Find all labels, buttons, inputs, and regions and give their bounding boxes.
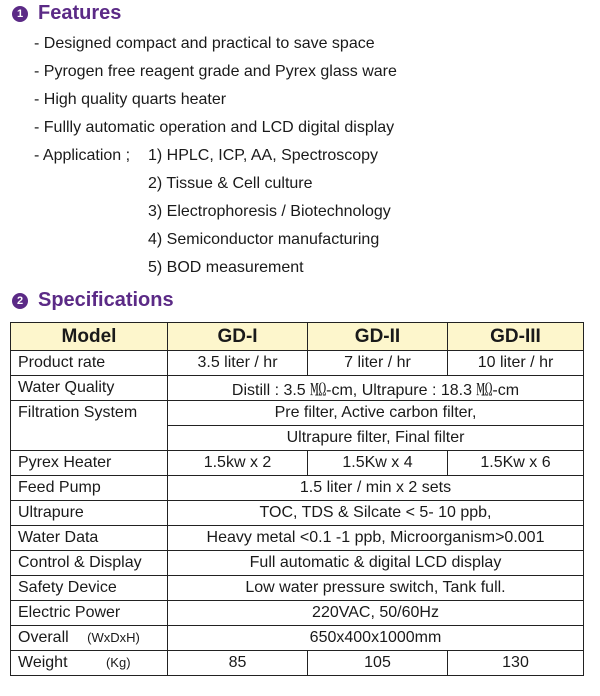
cell-value: 85 xyxy=(168,651,308,676)
row-label-text: Overall xyxy=(18,629,69,646)
row-label: Ultrapure xyxy=(11,501,168,526)
row-label-text: Weight xyxy=(18,654,68,671)
cell-value: Heavy metal <0.1 -1 ppb, Microorganism>0.001 xyxy=(168,526,584,551)
header-model: Model xyxy=(11,323,168,351)
feature-item: - Fullly automatic operation and LCD digital display xyxy=(34,119,395,136)
table-row xyxy=(11,651,584,676)
cell-value: Distill : 3.5 ㏁-cm, Ultrapure : 18.3 ㏁-cm xyxy=(168,376,584,401)
table-row xyxy=(11,551,584,576)
features-title: Features xyxy=(38,2,122,24)
specifications-heading xyxy=(12,289,174,312)
row-label: Control & Display xyxy=(11,551,168,576)
row-label xyxy=(11,651,168,676)
cell-value: 7 liter / hr xyxy=(308,351,448,376)
cell-value: 10 liter / hr xyxy=(448,351,584,376)
cell-value: Pre filter, Active carbon filter, xyxy=(168,401,584,426)
cell-value: 3.5 liter / hr xyxy=(168,351,308,376)
application-item: 1) HPLC, ICP, AA, Spectroscopy xyxy=(148,147,379,164)
application-item: 3) Electrophoresis / Biotechnology xyxy=(148,203,391,220)
specifications-table xyxy=(10,322,584,676)
table-header-row xyxy=(11,323,584,351)
cell-value: 1.5kw x 2 xyxy=(168,451,308,476)
table-row xyxy=(11,501,584,526)
table-row xyxy=(11,601,584,626)
application-list xyxy=(148,142,391,282)
feature-item: - Designed compact and practical to save space xyxy=(34,35,375,52)
row-label: Filtration System xyxy=(11,401,168,451)
cell-value: Ultrapure filter, Final filter xyxy=(168,426,584,451)
row-label xyxy=(11,626,168,651)
section-number-1: 1 xyxy=(12,6,28,22)
application-block xyxy=(34,142,397,282)
row-label: Water Data xyxy=(11,526,168,551)
specifications-title: Specifications xyxy=(38,289,174,311)
table-row xyxy=(11,451,584,476)
row-label: Electric Power xyxy=(11,601,168,626)
table-row xyxy=(11,526,584,551)
feature-item: - Pyrogen free reagent grade and Pyrex glass ware xyxy=(34,63,397,80)
cell-value: 220VAC, 50/60Hz xyxy=(168,601,584,626)
features-heading xyxy=(12,2,121,25)
row-label: Feed Pump xyxy=(11,476,168,501)
feature-item: - High quality quarts heater xyxy=(34,91,227,108)
row-label-unit: (Kg) xyxy=(105,655,131,670)
table-row xyxy=(11,401,584,426)
cell-value: 105 xyxy=(308,651,448,676)
application-item: 5) BOD measurement xyxy=(148,259,304,276)
table-row xyxy=(11,626,584,651)
table-row xyxy=(11,576,584,601)
features-list xyxy=(34,30,397,282)
row-label: Pyrex Heater xyxy=(11,451,168,476)
cell-value: 130 xyxy=(448,651,584,676)
section-number-2: 2 xyxy=(12,293,28,309)
header-gd-ii: GD-II xyxy=(308,323,448,351)
row-label: Water Quality xyxy=(11,376,168,401)
application-item: 2) Tissue & Cell culture xyxy=(148,175,313,192)
header-gd-iii: GD-III xyxy=(448,323,584,351)
table-row xyxy=(11,376,584,401)
header-gd-i: GD-I xyxy=(168,323,308,351)
row-label: Product rate xyxy=(11,351,168,376)
application-label: - Application ; xyxy=(34,147,131,164)
cell-value: Low water pressure switch, Tank full. xyxy=(168,576,584,601)
row-label: Safety Device xyxy=(11,576,168,601)
application-item: 4) Semiconductor manufacturing xyxy=(148,231,380,248)
cell-value: Full automatic & digital LCD display xyxy=(168,551,584,576)
cell-value: 650x400x1000mm xyxy=(168,626,584,651)
cell-value: 1.5Kw x 6 xyxy=(448,451,584,476)
table-row xyxy=(11,351,584,376)
cell-value: TOC, TDS & Silcate < 5- 10 ppb, xyxy=(168,501,584,526)
table-row xyxy=(11,476,584,501)
cell-value: 1.5Kw x 4 xyxy=(308,451,448,476)
row-label-unit: (WxDxH) xyxy=(87,630,140,645)
cell-value: 1.5 liter / min x 2 sets xyxy=(168,476,584,501)
